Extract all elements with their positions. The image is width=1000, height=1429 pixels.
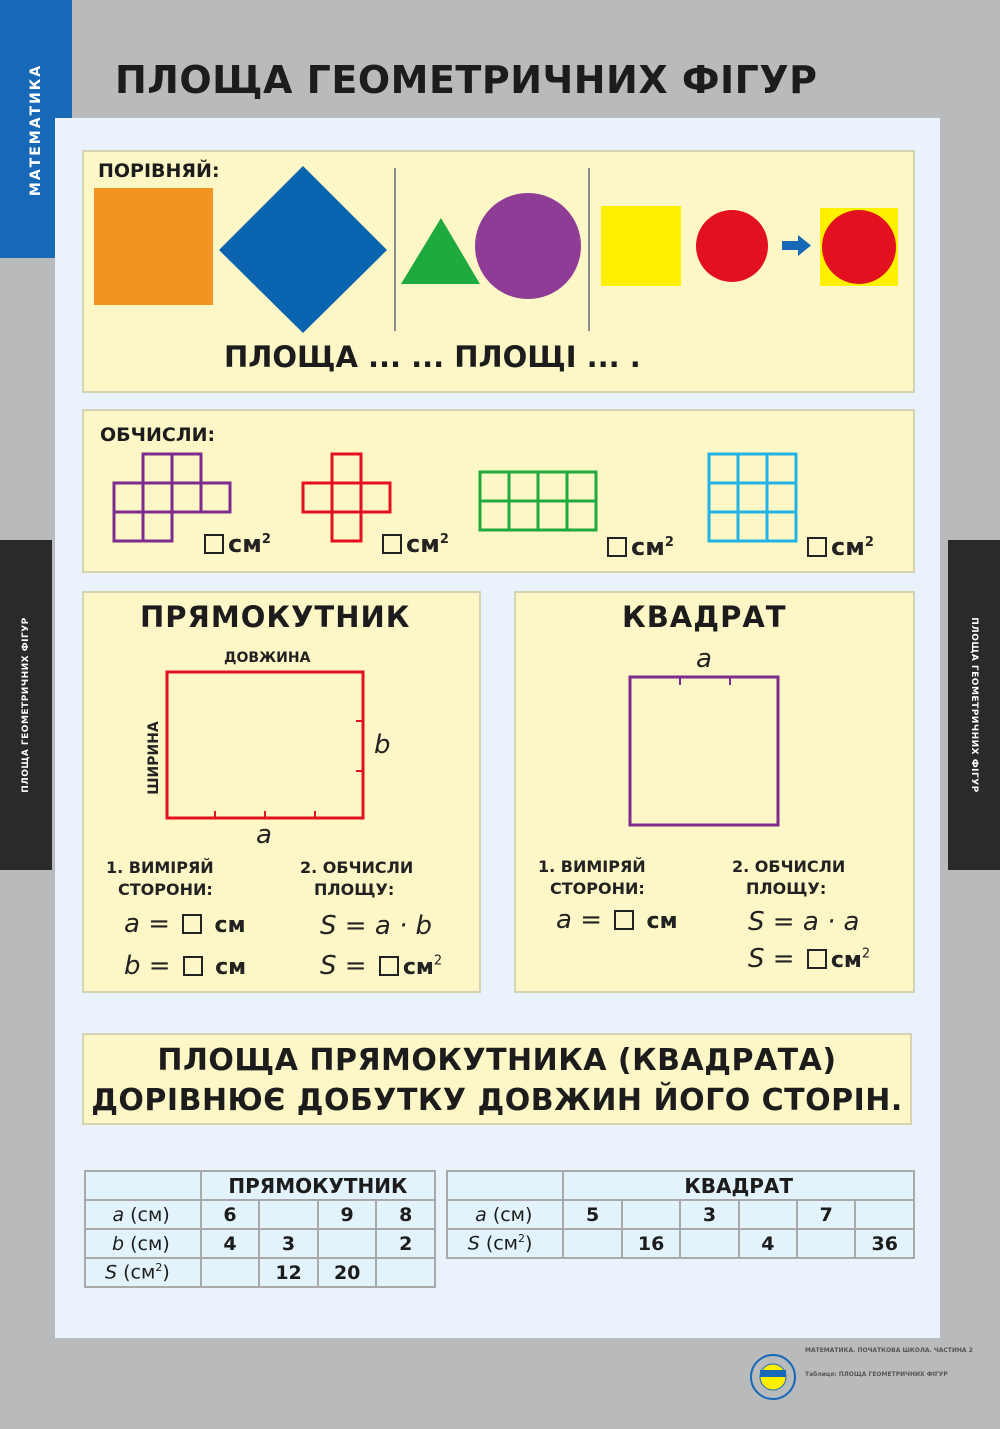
purple-grid-figure xyxy=(114,454,230,541)
table-cell[interactable] xyxy=(318,1229,377,1258)
publisher-line2: Таблиця: ПЛОЩА ГЕОМЕТРИЧНИХ ФІГУР xyxy=(805,1371,948,1378)
table-cell[interactable] xyxy=(259,1200,318,1229)
answer-box[interactable] xyxy=(182,914,202,934)
arrow-shaft xyxy=(782,241,798,250)
table-cell[interactable] xyxy=(797,1229,855,1258)
answer-unit-2: $см^2$ xyxy=(378,530,449,558)
table-row: a (см) 5 3 7 xyxy=(447,1200,914,1229)
table-cell[interactable]: 9 xyxy=(318,1200,377,1229)
measure-a: a = см xyxy=(556,905,678,935)
side-a-label: a xyxy=(256,820,272,850)
table-cell[interactable] xyxy=(680,1229,738,1258)
red-circle-overlay xyxy=(822,210,896,284)
separator xyxy=(394,168,396,331)
green-triangle xyxy=(401,218,480,284)
square-side-label: a xyxy=(696,644,712,674)
right-strip-label: ПЛОЩА ГЕОМЕТРИЧНИХ ФІГУР xyxy=(969,617,979,793)
area-formula: S = a · a xyxy=(748,907,860,937)
step1-line2: СТОРОНИ: xyxy=(550,879,645,898)
arrow-right-icon xyxy=(798,235,811,256)
step2-line2: ПЛОЩУ: xyxy=(746,879,827,898)
table-title: ПРЯМОКУТНИК xyxy=(201,1171,435,1200)
red-grid-figure xyxy=(303,454,390,541)
area-answer: $S = см^2$ xyxy=(320,951,443,981)
answer-box[interactable] xyxy=(204,534,224,554)
left-strip-label: ПЛОЩА ГЕОМЕТРИЧНИХ ФІГУР xyxy=(21,617,31,793)
publisher-logo xyxy=(748,1352,798,1402)
table-cell[interactable]: 3 xyxy=(259,1229,318,1258)
answer-box[interactable] xyxy=(614,910,634,930)
table-row: a (см) 6 9 8 xyxy=(85,1200,435,1229)
right-side-strip xyxy=(948,540,1000,870)
table-cell[interactable]: 5 xyxy=(563,1200,621,1229)
green-grid-figure xyxy=(480,472,596,530)
answer-unit-1: $см^2$ xyxy=(200,530,271,558)
rectangle-drawing xyxy=(160,665,370,825)
table-cell[interactable]: 7 xyxy=(797,1200,855,1229)
table-row: S $(см^2)$ 16 4 36 xyxy=(447,1229,914,1258)
subject-label: МАТЕМАТИКА xyxy=(28,63,44,197)
answer-box[interactable] xyxy=(807,537,827,557)
yellow-square xyxy=(601,206,681,286)
measure-a: a = см xyxy=(124,909,246,939)
orange-square xyxy=(94,188,213,305)
table-cell[interactable]: 4 xyxy=(739,1229,797,1258)
answer-box[interactable] xyxy=(183,956,203,976)
area-answer: $S = см^2$ xyxy=(748,944,871,974)
table-cell[interactable]: 4 xyxy=(201,1229,259,1258)
answer-box[interactable] xyxy=(379,956,399,976)
length-label: ДОВЖИНА xyxy=(224,650,311,666)
compare-heading: ПОРІВНЯЙ: xyxy=(98,160,220,182)
blue-rhombus xyxy=(219,166,387,333)
table-cell[interactable]: 16 xyxy=(622,1229,681,1258)
area-rule xyxy=(82,1033,912,1125)
table-corner xyxy=(85,1171,201,1200)
page-title: ПЛОЩА ГЕОМЕТРИЧНИХ ФІГУР xyxy=(115,58,818,102)
width-label: ШИРИНА xyxy=(146,721,162,795)
answer-unit-3: $см^2$ xyxy=(603,533,674,561)
step2-line1: 2. ОБЧИСЛИ xyxy=(732,857,846,876)
rectangle-title: ПРЯМОКУТНИК xyxy=(140,600,411,634)
purple-circle xyxy=(475,193,581,299)
rule-line2: ДОРІВНЮЄ ДОБУТКУ ДОВЖИН ЙОГО СТОРІН. xyxy=(91,1083,903,1118)
left-side-strip xyxy=(0,540,52,870)
table-title: КВАДРАТ xyxy=(563,1171,914,1200)
separator xyxy=(588,168,590,331)
table-cell[interactable]: 20 xyxy=(318,1258,377,1287)
table-cell[interactable]: 12 xyxy=(259,1258,318,1287)
table-row: S $(см^2)$ 12 20 xyxy=(85,1258,435,1287)
table-row: b (см) 4 3 2 xyxy=(85,1229,435,1258)
table-cell[interactable]: 36 xyxy=(855,1229,914,1258)
square-drawing xyxy=(626,673,782,829)
cyan-grid-figure xyxy=(709,454,796,541)
answer-box[interactable] xyxy=(607,537,627,557)
answer-box[interactable] xyxy=(382,534,402,554)
step2-line1: 2. ОБЧИСЛИ xyxy=(300,858,414,877)
step1-line1: 1. ВИМІРЯЙ xyxy=(106,858,214,877)
rectangle-table xyxy=(84,1170,436,1288)
step1-line2: СТОРОНИ: xyxy=(118,880,213,899)
area-formula: S = a · b xyxy=(320,911,433,941)
table-cell[interactable] xyxy=(622,1200,681,1229)
table-cell[interactable]: 2 xyxy=(376,1229,435,1258)
compare-sentence: ПЛОЩА ... ... ПЛОЩІ ... . xyxy=(224,340,641,374)
square-table xyxy=(446,1170,915,1259)
answer-box[interactable] xyxy=(807,949,827,969)
table-cell[interactable]: 6 xyxy=(201,1200,259,1229)
table-cell[interactable]: 8 xyxy=(376,1200,435,1229)
measure-b: b = см xyxy=(124,951,247,981)
step1-line1: 1. ВИМІРЯЙ xyxy=(538,857,646,876)
table-cell[interactable] xyxy=(855,1200,914,1229)
publisher-line1: МАТЕМАТИКА. ПОЧАТКОВА ШКОЛА. ЧАСТИНА 2 xyxy=(805,1347,973,1354)
step2-line2: ПЛОЩУ: xyxy=(314,880,395,899)
answer-unit-4: $см^2$ xyxy=(803,533,874,561)
table-cell[interactable] xyxy=(201,1258,259,1287)
side-b-label: b xyxy=(374,730,391,760)
rule-line1: ПЛОЩА ПРЯМОКУТНИКА (КВАДРАТА) xyxy=(157,1043,837,1078)
red-circle xyxy=(696,210,768,282)
table-cell[interactable]: 3 xyxy=(680,1200,738,1229)
table-corner xyxy=(447,1171,563,1200)
table-cell[interactable] xyxy=(563,1229,621,1258)
square-title: КВАДРАТ xyxy=(622,600,787,634)
table-cell[interactable] xyxy=(739,1200,797,1229)
calculate-heading: ОБЧИСЛИ: xyxy=(100,424,216,446)
table-cell[interactable] xyxy=(376,1258,435,1287)
